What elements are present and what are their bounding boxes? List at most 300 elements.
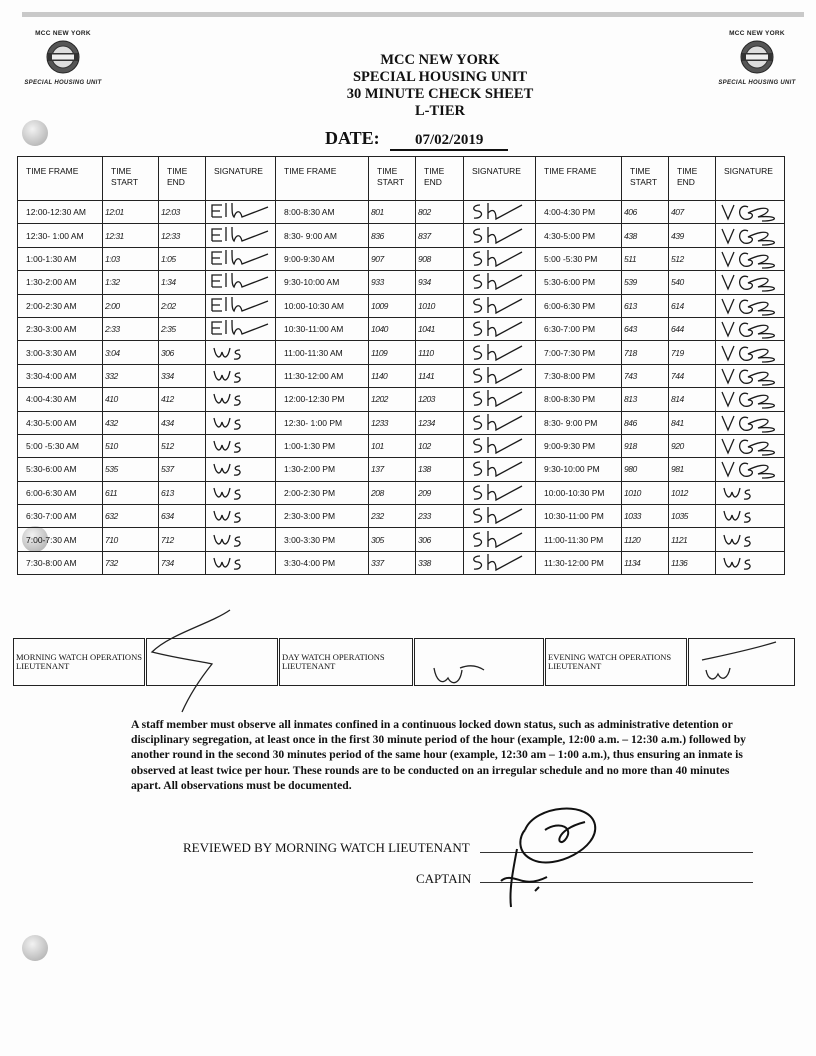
- time-start-cell: 732: [103, 551, 159, 574]
- table-row: [18, 201, 785, 224]
- signature-cell: [716, 551, 785, 574]
- time-start-cell: 1009: [369, 294, 416, 317]
- signature-cell: [716, 271, 785, 294]
- evening-lieutenant-signature: [700, 640, 780, 685]
- time-frame-cell: 1:00-1:30 AM: [18, 247, 103, 270]
- time-frame-cell: 6:30-7:00 PM: [536, 317, 622, 340]
- time-frame-cell: 10:30-11:00 PM: [536, 505, 622, 528]
- handwritten-initials: [466, 388, 530, 410]
- handwritten-initials: [718, 388, 782, 410]
- time-frame-cell: 5:30-6:00 PM: [536, 271, 622, 294]
- time-start-cell: 1010: [622, 481, 669, 504]
- time-start-cell: 1:03: [103, 247, 159, 270]
- time-start-cell: 438: [622, 224, 669, 247]
- time-end-cell: 744: [669, 364, 716, 387]
- time-start-cell: 813: [622, 388, 669, 411]
- time-end-cell: 614: [669, 294, 716, 317]
- time-start-cell: 743: [622, 364, 669, 387]
- sheet-title: [300, 52, 580, 120]
- time-frame-cell: 10:00-10:30 AM: [276, 294, 369, 317]
- table-row: [18, 271, 785, 294]
- handwritten-initials: [466, 225, 530, 247]
- time-start-cell: 2:00: [103, 294, 159, 317]
- handwritten-initials: [466, 552, 530, 574]
- time-start-cell: 801: [369, 201, 416, 224]
- handwritten-initials: [208, 552, 272, 574]
- time-frame-cell: 5:00 -5:30 PM: [536, 247, 622, 270]
- time-end-cell: 908: [416, 247, 464, 270]
- table-row: [18, 551, 785, 574]
- time-start-cell: 511: [622, 247, 669, 270]
- time-frame-cell: 11:00-11:30 AM: [276, 341, 369, 364]
- signature-cell: [716, 458, 785, 481]
- table-row: [18, 224, 785, 247]
- time-start-cell: 632: [103, 505, 159, 528]
- time-frame-cell: 12:30- 1:00 AM: [18, 224, 103, 247]
- time-start-cell: 1033: [622, 505, 669, 528]
- signature-cell: [464, 388, 536, 411]
- time-end-cell: 934: [416, 271, 464, 294]
- time-start-cell: 208: [369, 481, 416, 504]
- signature-cell: [464, 481, 536, 504]
- time-frame-cell: 2:30-3:00 AM: [18, 317, 103, 340]
- table-row: [18, 294, 785, 317]
- signature-cell: [464, 528, 536, 551]
- handwritten-initials: [718, 271, 782, 293]
- time-end-cell: 12:33: [159, 224, 206, 247]
- table-row: [18, 528, 785, 551]
- col-header: TIME FRAME: [18, 157, 103, 201]
- handwritten-initials: [718, 482, 782, 504]
- time-frame-cell: 8:00-8:30 AM: [276, 201, 369, 224]
- handwritten-initials: [718, 365, 782, 387]
- time-end-cell: 613: [159, 481, 206, 504]
- handwritten-initials: [718, 529, 782, 551]
- handwritten-initials: [208, 201, 272, 223]
- time-end-cell: 981: [669, 458, 716, 481]
- time-end-cell: 837: [416, 224, 464, 247]
- time-frame-cell: 6:00-6:30 PM: [536, 294, 622, 317]
- time-start-cell: 846: [622, 411, 669, 434]
- handwritten-initials: [466, 412, 530, 434]
- time-end-cell: 306: [416, 528, 464, 551]
- handwritten-initials: [718, 435, 782, 457]
- time-start-cell: 1109: [369, 341, 416, 364]
- time-start-cell: 611: [103, 481, 159, 504]
- time-frame-cell: 3:00-3:30 PM: [276, 528, 369, 551]
- time-frame-cell: 3:00-3:30 AM: [18, 341, 103, 364]
- col-header: SIGNATURE: [464, 157, 536, 201]
- signature-cell: [206, 271, 276, 294]
- time-frame-cell: 9:30-10:00 AM: [276, 271, 369, 294]
- signature-cell: [464, 247, 536, 270]
- signature-cell: [464, 224, 536, 247]
- signature-cell: [464, 341, 536, 364]
- time-frame-cell: 6:00-6:30 AM: [18, 481, 103, 504]
- time-start-cell: 718: [622, 341, 669, 364]
- signature-cell: [716, 247, 785, 270]
- time-end-cell: 2:35: [159, 317, 206, 340]
- signature-cell: [716, 505, 785, 528]
- time-start-cell: 1233: [369, 411, 416, 434]
- check-table: [17, 156, 785, 575]
- signature-cell: [716, 294, 785, 317]
- time-end-cell: 334: [159, 364, 206, 387]
- signature-cell: [206, 505, 276, 528]
- handwritten-initials: [718, 342, 782, 364]
- signature-cell: [206, 458, 276, 481]
- time-start-cell: 1:32: [103, 271, 159, 294]
- time-frame-cell: 7:00-7:30 PM: [536, 341, 622, 364]
- handwritten-initials: [718, 318, 782, 340]
- handwritten-initials: [466, 248, 530, 270]
- time-start-cell: 613: [622, 294, 669, 317]
- morning-watch-label: MORNING WATCH OPERATIONS LIEUTENANT: [14, 639, 146, 686]
- table-row: [18, 364, 785, 387]
- table-row: [18, 411, 785, 434]
- time-start-cell: 12:01: [103, 201, 159, 224]
- signature-cell: [716, 481, 785, 504]
- handwritten-initials: [466, 365, 530, 387]
- time-end-cell: 644: [669, 317, 716, 340]
- time-frame-cell: 4:00-4:30 AM: [18, 388, 103, 411]
- table-row: [18, 341, 785, 364]
- time-start-cell: 12:31: [103, 224, 159, 247]
- signature-cell: [206, 224, 276, 247]
- handwritten-initials: [208, 458, 272, 480]
- time-start-cell: 836: [369, 224, 416, 247]
- time-frame-cell: 12:00-12:30 AM: [18, 201, 103, 224]
- signature-cell: [464, 364, 536, 387]
- signature-cell: [206, 341, 276, 364]
- time-start-cell: 1202: [369, 388, 416, 411]
- time-frame-cell: 1:00-1:30 PM: [276, 434, 369, 457]
- time-frame-cell: 5:30-6:00 AM: [18, 458, 103, 481]
- logo-bottom-text: SPECIAL HOUSING UNIT: [718, 80, 796, 86]
- time-start-cell: 432: [103, 411, 159, 434]
- col-header: TIME START: [369, 157, 416, 201]
- signature-cell: [716, 411, 785, 434]
- logo-top-text: MCC NEW YORK: [35, 30, 91, 37]
- signature-cell: [464, 505, 536, 528]
- time-frame-cell: 2:00-2:30 PM: [276, 481, 369, 504]
- time-frame-cell: 10:30-11:00 AM: [276, 317, 369, 340]
- evening-watch-label: EVENING WATCH OPERATIONS LIEUTENANT: [545, 639, 688, 686]
- time-start-cell: 406: [622, 201, 669, 224]
- day-lieutenant-signature: [430, 660, 490, 690]
- col-header: TIME END: [159, 157, 206, 201]
- time-end-cell: 814: [669, 388, 716, 411]
- time-start-cell: 510: [103, 434, 159, 457]
- logo-right: [707, 30, 807, 86]
- time-end-cell: 1041: [416, 317, 464, 340]
- signature-cell: [464, 294, 536, 317]
- col-header: TIME END: [416, 157, 464, 201]
- date-label: DATE:: [325, 128, 380, 148]
- handwritten-initials: [208, 365, 272, 387]
- time-end-cell: 1110: [416, 341, 464, 364]
- logo-top-text: MCC NEW YORK: [729, 30, 785, 37]
- handwritten-initials: [718, 201, 782, 223]
- table-row: [18, 247, 785, 270]
- logo-left: [13, 30, 113, 86]
- time-end-cell: 434: [159, 411, 206, 434]
- handwritten-initials: [208, 248, 272, 270]
- signature-cell: [206, 411, 276, 434]
- handwritten-initials: [466, 505, 530, 527]
- signature-cell: [716, 364, 785, 387]
- time-frame-cell: 11:00-11:30 PM: [536, 528, 622, 551]
- handwritten-initials: [718, 248, 782, 270]
- table-row: [18, 388, 785, 411]
- signature-cell: [206, 481, 276, 504]
- signature-cell: [206, 201, 276, 224]
- time-frame-cell: 4:30-5:00 PM: [536, 224, 622, 247]
- time-end-cell: 1:05: [159, 247, 206, 270]
- time-start-cell: 232: [369, 505, 416, 528]
- handwritten-initials: [718, 552, 782, 574]
- handwritten-initials: [718, 412, 782, 434]
- table-row: [18, 317, 785, 340]
- handwritten-initials: [208, 342, 272, 364]
- shu-badge-icon: [46, 40, 80, 74]
- date-value: 07/02/2019: [390, 132, 508, 151]
- table-row: [18, 434, 785, 457]
- handwritten-initials: [208, 318, 272, 340]
- handwritten-initials: [718, 458, 782, 480]
- time-frame-cell: 12:00-12:30 PM: [276, 388, 369, 411]
- title-line: MCC NEW YORK: [380, 52, 500, 68]
- time-end-cell: 12:03: [159, 201, 206, 224]
- handwritten-initials: [466, 342, 530, 364]
- time-start-cell: 410: [103, 388, 159, 411]
- signature-cell: [206, 434, 276, 457]
- signature-cell: [716, 317, 785, 340]
- handwritten-initials: [208, 412, 272, 434]
- time-end-cell: 412: [159, 388, 206, 411]
- time-end-cell: 920: [669, 434, 716, 457]
- time-frame-cell: 1:30-2:00 AM: [18, 271, 103, 294]
- col-header: TIME END: [669, 157, 716, 201]
- time-start-cell: 337: [369, 551, 416, 574]
- logo-bottom-text: SPECIAL HOUSING UNIT: [24, 80, 102, 86]
- time-end-cell: 841: [669, 411, 716, 434]
- time-start-cell: 1140: [369, 364, 416, 387]
- time-frame-cell: 8:30- 9:00 PM: [536, 411, 622, 434]
- time-end-cell: 537: [159, 458, 206, 481]
- handwritten-initials: [466, 458, 530, 480]
- time-start-cell: 1040: [369, 317, 416, 340]
- handwritten-initials: [208, 435, 272, 457]
- handwritten-initials: [718, 225, 782, 247]
- time-end-cell: 102: [416, 434, 464, 457]
- time-end-cell: 407: [669, 201, 716, 224]
- time-frame-cell: 9:00-9:30 PM: [536, 434, 622, 457]
- time-start-cell: 137: [369, 458, 416, 481]
- time-frame-cell: 3:30-4:00 AM: [18, 364, 103, 387]
- signature-cell: [206, 294, 276, 317]
- time-end-cell: 306: [159, 341, 206, 364]
- handwritten-initials: [466, 482, 530, 504]
- signature-cell: [716, 388, 785, 411]
- signature-cell: [716, 341, 785, 364]
- signature-cell: [716, 434, 785, 457]
- time-frame-cell: 4:30-5:00 AM: [18, 411, 103, 434]
- signature-cell: [206, 247, 276, 270]
- signature-cell: [206, 388, 276, 411]
- time-frame-cell: 5:00 -5:30 AM: [18, 434, 103, 457]
- handwritten-initials: [466, 271, 530, 293]
- signature-cell: [206, 551, 276, 574]
- handwritten-initials: [466, 529, 530, 551]
- col-header: TIME FRAME: [276, 157, 369, 201]
- time-end-cell: 512: [669, 247, 716, 270]
- time-frame-cell: 7:00-7:30 AM: [18, 528, 103, 551]
- time-start-cell: 933: [369, 271, 416, 294]
- table-row: [18, 505, 785, 528]
- punch-hole: [22, 120, 48, 146]
- time-frame-cell: 4:00-4:30 PM: [536, 201, 622, 224]
- time-frame-cell: 10:00-10:30 PM: [536, 481, 622, 504]
- time-frame-cell: 2:30-3:00 PM: [276, 505, 369, 528]
- time-end-cell: 338: [416, 551, 464, 574]
- lieutenant-signature-table: [13, 638, 795, 686]
- table-row: [18, 458, 785, 481]
- time-end-cell: 719: [669, 341, 716, 364]
- time-frame-cell: 7:30-8:00 AM: [18, 551, 103, 574]
- captain-signature: [495, 845, 565, 915]
- signature-cell: [464, 458, 536, 481]
- day-watch-label: DAY WATCH OPERATIONS LIEUTENANT: [279, 639, 414, 686]
- top-scan-edge: [22, 12, 804, 17]
- time-end-cell: 712: [159, 528, 206, 551]
- col-header: TIME START: [622, 157, 669, 201]
- time-end-cell: 1:34: [159, 271, 206, 294]
- time-frame-cell: 1:30-2:00 PM: [276, 458, 369, 481]
- time-frame-cell: 9:00-9:30 AM: [276, 247, 369, 270]
- time-start-cell: 1134: [622, 551, 669, 574]
- col-header: SIGNATURE: [716, 157, 785, 201]
- time-frame-cell: 11:30-12:00 PM: [536, 551, 622, 574]
- handwritten-initials: [208, 505, 272, 527]
- time-end-cell: 802: [416, 201, 464, 224]
- time-end-cell: 2:02: [159, 294, 206, 317]
- time-end-cell: 233: [416, 505, 464, 528]
- time-frame-cell: 3:30-4:00 PM: [276, 551, 369, 574]
- handwritten-initials: [466, 318, 530, 340]
- time-start-cell: 643: [622, 317, 669, 340]
- handwritten-initials: [208, 482, 272, 504]
- time-frame-cell: 11:30-12:00 AM: [276, 364, 369, 387]
- handwritten-initials: [718, 295, 782, 317]
- time-frame-cell: 9:30-10:00 PM: [536, 458, 622, 481]
- time-end-cell: 1141: [416, 364, 464, 387]
- time-end-cell: 1234: [416, 411, 464, 434]
- time-frame-cell: 8:00-8:30 PM: [536, 388, 622, 411]
- col-header: SIGNATURE: [206, 157, 276, 201]
- time-end-cell: 734: [159, 551, 206, 574]
- reviewed-by-label: REVIEWED BY MORNING WATCH LIEUTENANT: [183, 840, 470, 855]
- time-end-cell: 1010: [416, 294, 464, 317]
- handwritten-initials: [466, 201, 530, 223]
- time-start-cell: 918: [622, 434, 669, 457]
- time-start-cell: 710: [103, 528, 159, 551]
- signature-cell: [464, 271, 536, 294]
- time-end-cell: 540: [669, 271, 716, 294]
- handwritten-initials: [208, 388, 272, 410]
- time-end-cell: 138: [416, 458, 464, 481]
- policy-text: A staff member must observe all inmates confined in a continuous locked down status, such as administrative detention or disciplinary segregation, at least once in the first 30 minute period of the hour (example, 12:00 a.m. – 12:30 a.m.) followed by another round in the second 30 minutes period of the same hour (example, 12:30 am – 1:00 a.m.), thus ensuring an inmate is observed at least twice per hour. These rounds are to be conducted on an irregular schedule and no more than 40 minutes apart. All observations must be documented.: [131, 718, 746, 792]
- time-frame-cell: 2:00-2:30 AM: [18, 294, 103, 317]
- time-end-cell: 1203: [416, 388, 464, 411]
- shu-badge-icon: [740, 40, 774, 74]
- morning-lieutenant-signature: [150, 604, 260, 714]
- signature-cell: [206, 317, 276, 340]
- time-frame-cell: 8:30- 9:00 AM: [276, 224, 369, 247]
- handwritten-initials: [208, 529, 272, 551]
- time-frame-cell: 6:30-7:00 AM: [18, 505, 103, 528]
- time-start-cell: 907: [369, 247, 416, 270]
- time-start-cell: 535: [103, 458, 159, 481]
- time-start-cell: 1120: [622, 528, 669, 551]
- handwritten-initials: [208, 271, 272, 293]
- handwritten-initials: [718, 505, 782, 527]
- signature-cell: [464, 551, 536, 574]
- time-start-cell: 305: [369, 528, 416, 551]
- table-row: [18, 481, 785, 504]
- title-line: 30 MINUTE CHECK SHEET: [346, 86, 534, 102]
- signature-cell: [716, 201, 785, 224]
- time-end-cell: 1012: [669, 481, 716, 504]
- handwritten-initials: [208, 295, 272, 317]
- signature-cell: [206, 528, 276, 551]
- col-header: TIME FRAME: [536, 157, 622, 201]
- time-end-cell: 1136: [669, 551, 716, 574]
- time-frame-cell: 12:30- 1:00 PM: [276, 411, 369, 434]
- signature-cell: [464, 201, 536, 224]
- handwritten-initials: [466, 435, 530, 457]
- punch-hole: [22, 935, 48, 961]
- captain-label: CAPTAIN: [416, 871, 472, 886]
- time-start-cell: 980: [622, 458, 669, 481]
- title-line: L-TIER: [415, 103, 465, 119]
- time-start-cell: 332: [103, 364, 159, 387]
- time-end-cell: 209: [416, 481, 464, 504]
- time-end-cell: 512: [159, 434, 206, 457]
- time-end-cell: 634: [159, 505, 206, 528]
- signature-cell: [206, 364, 276, 387]
- time-start-cell: 2:33: [103, 317, 159, 340]
- handwritten-initials: [208, 225, 272, 247]
- time-end-cell: 439: [669, 224, 716, 247]
- signature-cell: [464, 317, 536, 340]
- date-row: [325, 128, 508, 151]
- signature-cell: [716, 528, 785, 551]
- signature-cell: [464, 411, 536, 434]
- time-end-cell: 1121: [669, 528, 716, 551]
- signature-cell: [716, 224, 785, 247]
- signature-cell: [464, 434, 536, 457]
- header-row: [18, 157, 785, 201]
- handwritten-initials: [466, 295, 530, 317]
- time-start-cell: 101: [369, 434, 416, 457]
- time-frame-cell: 7:30-8:00 PM: [536, 364, 622, 387]
- title-line: SPECIAL HOUSING UNIT: [352, 69, 528, 85]
- time-start-cell: 3:04: [103, 341, 159, 364]
- time-start-cell: 539: [622, 271, 669, 294]
- col-header: TIME START: [103, 157, 159, 201]
- time-end-cell: 1035: [669, 505, 716, 528]
